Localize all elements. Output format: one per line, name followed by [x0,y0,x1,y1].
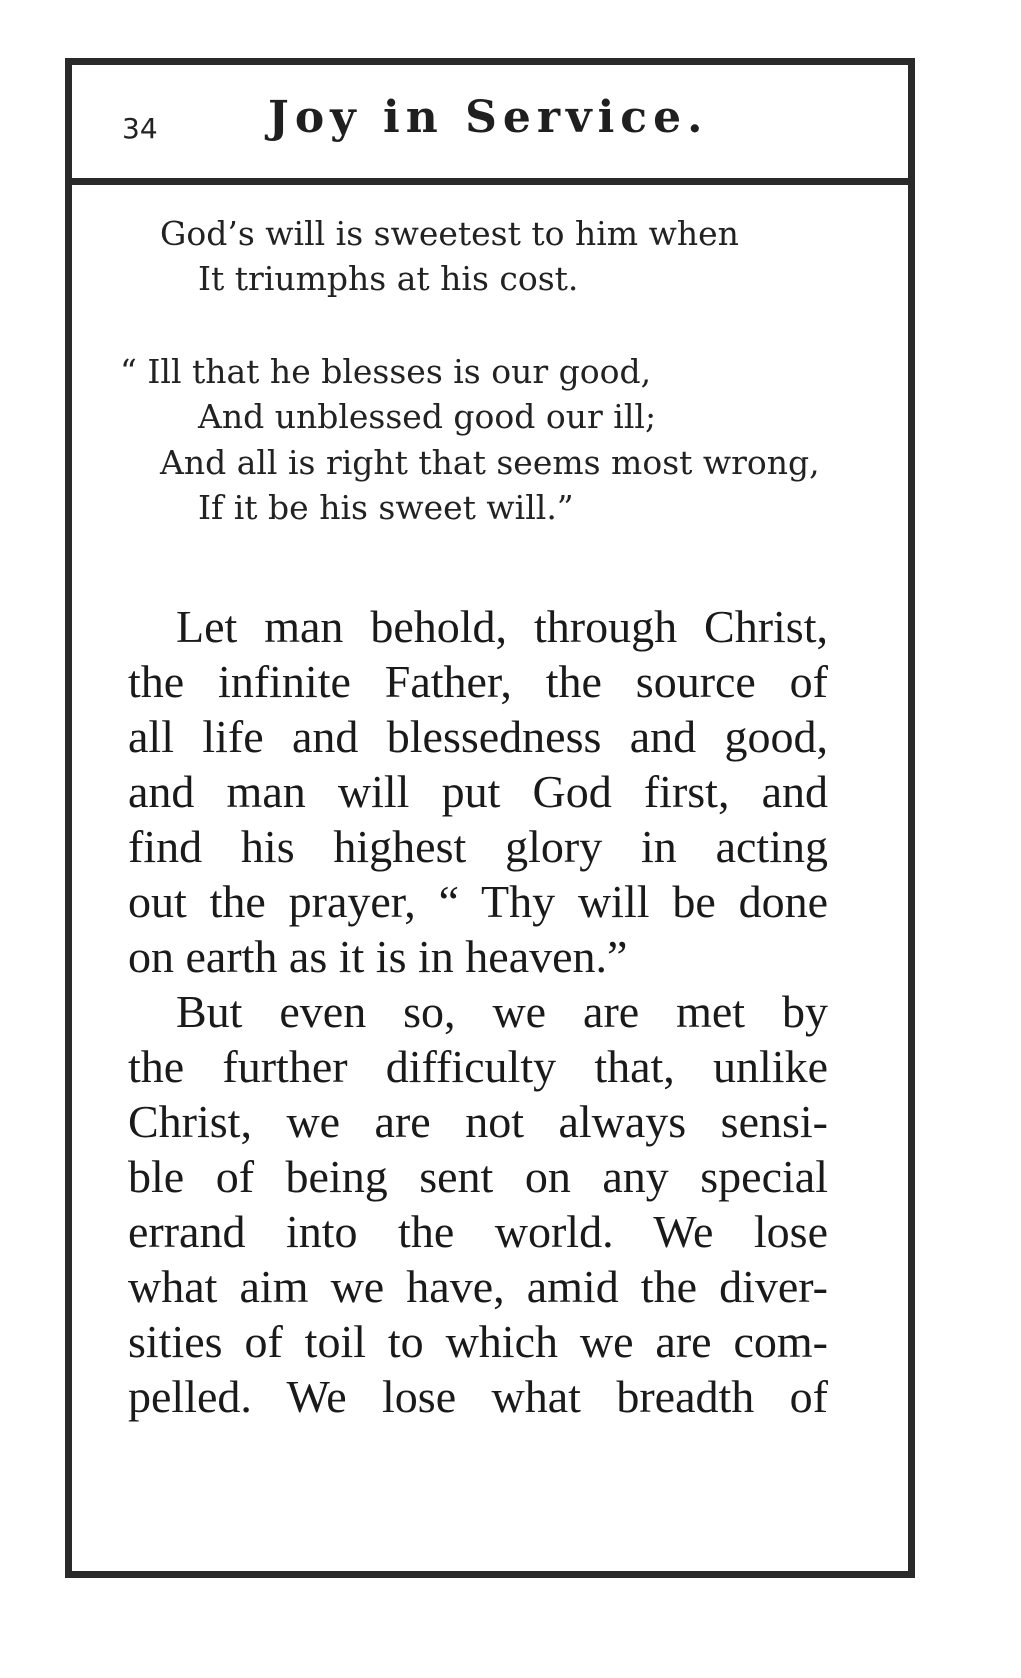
body-line: ble of being sent on any special [128,1151,828,1202]
poem-line: It triumphs at his cost. [198,259,579,298]
body-line: pelled. We lose what breadth of [128,1371,828,1422]
body-line: But even so, we are met by [176,986,828,1037]
page-number: 34 [122,112,158,145]
body-line: the further difficulty that, unlike [128,1041,828,1092]
poem-line: And unblessed good our ill; [198,397,657,436]
body-line: what aim we have, amid the diver- [128,1261,828,1312]
body-line: Let man behold, through Christ, [176,601,828,652]
poem-line: If it be his sweet will.” [198,488,574,527]
body-line: find his highest glory in acting [128,821,828,872]
running-title: Joy in Service. [268,92,709,143]
body-line: on earth as it is in heaven.” [128,931,628,982]
body-line: and man will put God first, and [128,766,828,817]
body-line: all life and blessedness and good, [128,711,828,762]
poem-line: And all is right that seems most wrong, [160,443,820,482]
body-line: the infinite Father, the source of [128,656,828,707]
body-line: errand into the world. We lose [128,1206,828,1257]
body-line: Christ, we are not always sensi- [128,1096,828,1147]
poem-line: God’s will is sweetest to him when [160,214,739,253]
poem-line: “ Ill that he blesses is our good, [120,352,652,391]
header-divider [65,178,915,185]
body-line: sities of toil to which we are com- [128,1316,828,1367]
body-line: out the prayer, “ Thy will be done [128,876,828,927]
